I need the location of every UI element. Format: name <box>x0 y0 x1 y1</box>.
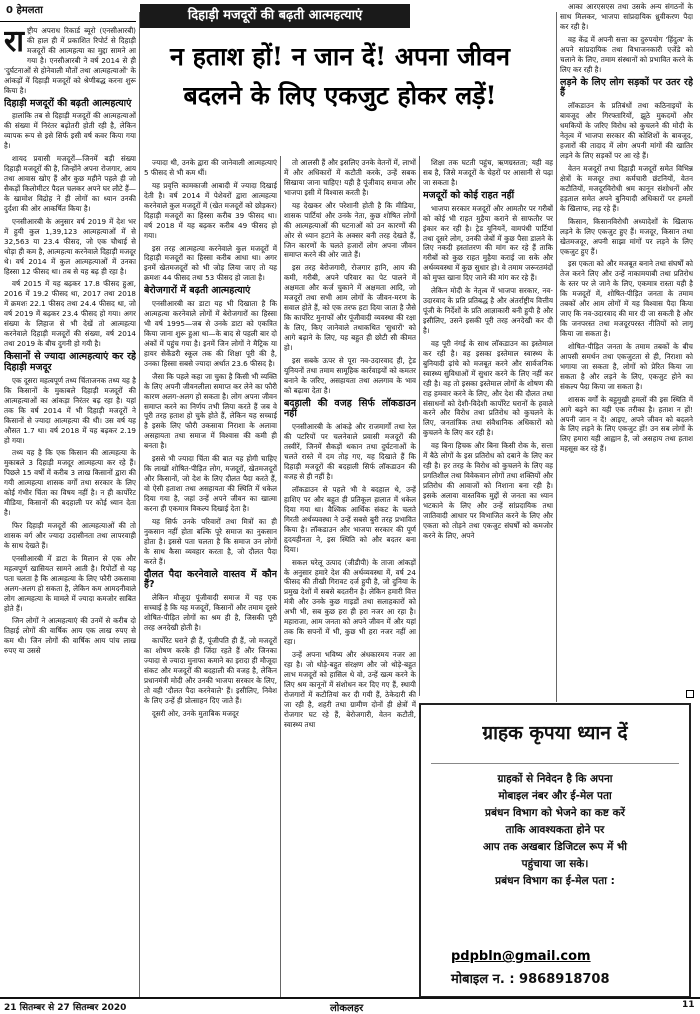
notice-line: आप तक अखबार डिजिटल रूप में भी <box>482 841 628 853</box>
paragraph: दूसरी ओर, उनके मुताबिक मजदूर <box>152 708 239 718</box>
paragraph: इस सबके ऊपर से पूरा नव-उदारवाद ही, ट्रेड यूनियनों तथा तमाम सामूहिक कार्रवाइयों को कमतर बनाने के जरिए, असहायता तथा अलगाव के भाव को बढ़ावा देता है। <box>284 355 416 395</box>
subheading: दिहाड़ी मजदूरों की बढ़ती आत्महत्याएं <box>4 97 132 109</box>
paragraph: सकल घरेलू उत्पाद (जीडीपी) के ताजा आंकड़ों के अनुसार हमारे देश की अर्थव्यवस्था में, वर्ष 24 फीसद की तीखी गिरावट दर्ज हुयी है, जो दुनिया के प्रमुख देशों में सबसे बदतरीन है। लेकिन हमारी वित्त मंत्री और उनके कुछ गाइडों तथा सलाहकारों को अभी भी, सब कुछ हरा ही हरा नजर आ रहा है। महाराजा, आम जनता को अपने जीवन में और यहां तक कि सपनों में भी, कुछ भी हरा नजर नहीं आ रहा। <box>284 557 416 647</box>
footer-rule <box>0 997 700 999</box>
paragraph: वर्ष 2015 में यह बढ़कर 17.8 फीसद हुआ, 2016 में 19.2 फीसद था, 2017 तथा 2018 में क्रमशः 22.1 फीसद तथा 24.4 फीसद था, जो वर्ष 2019 में बढ़कर 23.4 फीसद हो गया। अगर संख्या के लिहाज से भी देखें तो आत्महत्या करनेवाले दिहाड़ी मजदूरों की संख्या, वर्ष 2014 तथा 2019 के बीच दुगनी हो गयी है। <box>4 279 136 349</box>
paragraph: ज्यादा थी, उनके द्वारा की जानेवाली आत्महत्याएं 5 फीसद से भी कम थीं। <box>144 158 277 177</box>
paragraph: वह केंद्र में अपनी सत्ता का दुरुपयोग 'हिंदुत्व' के अपने सांप्रदायिक तथा विभाजनकारी एजेंडे को चलाने के लिए, तमाम संस्थानों को प्रभावित करने के लिए कर रही है। <box>560 34 693 74</box>
notice-body <box>429 771 681 890</box>
paragraph: यह देखकर और परेशानी होती है कि मीडिया, शासक पार्टियां और उनके नेता, कुछ शोषित लोगों की आत्महत्याओं की घटनाओं को उन कारणों की ओर से ध्यान हटाने के अक्सर बनी तरह देखते हैं, जिन कारणों के चलते हजारों लोग अपना जीवन समाप्त करने की ओर जाते हैं। <box>284 200 416 260</box>
notice-email-link[interactable]: pdpbln@gmail.com <box>451 949 591 964</box>
paragraph: लॉकडाउन से पहले भी वे बदहाल थे, उन्हें हाशिए पर और बहुत ही प्रतिकूल हालात में धकेल दिया गया था। वैश्विक आर्थिक संकट के चलते गिरती अर्थव्यवस्था ने उन्हें सबसे बुरी तरह प्रभावित किया है। लॉकडाउन और भाजपा सरकार की पूर्ण हृदयहीनता ने, इस स्थिति को और बदतर बना दिया। <box>284 485 416 554</box>
article-column-2 <box>144 158 277 996</box>
footer-publication: लोकलहर <box>330 1003 364 1014</box>
paragraph: इस तरह आत्महत्या करनेवाले कुल मजदूरों में दिहाड़ी मजदूरों का हिस्सा करीब आधा था। अगर इनमें खेतमजदूरों को भी जोड़ लिया जाए तो यह क्रमशः 44 फीसद तथा 53 फीसद हो जाता है। <box>144 243 277 283</box>
paragraph: फिर दिहाड़ी मजदूरों की आत्महत्याओं की तो शासक वर्ग और ज्यादा उदासीनता तथा लापरवाही के साथ देखते हैं। <box>4 521 136 550</box>
paragraph: वह बिना हिचक और बिना किसी रोक के, सत्ता में बैठे लोगों के इस प्रतिरोध को दबाने के लिए कर रही है। हर तरह के विरोध को कुचलने के लिए वह प्रगतिशील तथा विवेकवान लोगों तथा शक्तियों और प्रतिरोध की आवाजों को निशाना बना रही है। इसके अलावा वास्तविक मुद्दों से जनता का ध्यान भटकाने के लिए और उन्हें सांप्रदायिक तथा जातिवादी आधार पर विभाजित करने के लिए और एकता को तोड़ने तथा एकजुट संघर्षों को कमजोर करने के लिए, अपने <box>423 441 553 540</box>
paragraph: लेकिन मोदी के नेतृत्व में भाजपा सरकार, नव-उदारवाद के प्रति प्रतिबद्ध है और अंतर्राष्ट्रीय वित्तीय पूंजी के निर्देशों के प्रति आज्ञाकारी बनी हुयी है और इसीलिए, उसने इसकी पूरी तरह अनदेखी कर दी है। <box>423 286 553 335</box>
subheading: किसानों से ज्यादा आत्महत्याएं कर रहे दिहाड़ी मजदूर <box>4 351 136 373</box>
paragraph: एनसीआरबी में डाटा के मिलान से एक और महत्वपूर्ण खासियत सामने आती है। रिपोर्टों से यह पता चलता है कि आत्महत्या के लिए फौरी उकसावा अलग-अलग हो सकता है, लेकिन कम आमदनीवाले लोग आत्महत्या के मामले में ज्यादा कमजोर साबित होते हैं। <box>4 553 136 613</box>
paragraph: आका आरएसएस तथा उसके अन्य संगठनों के साथ मिलकर, भाजपा सांप्रदायिक ध्रुवीकरण पैदा कर रही है। <box>560 2 693 31</box>
subheading: लड़ने के लिए लोग सड़कों पर उतर रहे हैं <box>560 76 693 99</box>
paragraph: जिन लोगों ने आत्महत्याएं की उनमें से करीब दो तिहाई लोगों की वार्षिक आय एक लाख रुपए से कम थी। जिन लोगों की वार्षिक आय पांच लाख रुपए या उससे <box>4 616 136 656</box>
main-title: न हताश हों! न जान दें! अपना जीवन बदलने के लिए एकजुट होकर लड़ें! <box>170 42 510 110</box>
paragraph: एनसीआरबी के आंकड़े और राजमार्गों तथा रेल की पटरियों पर चलनेवाले प्रवासी मजदूरों की तस्वीरें, जिनमें सैकड़ों थकान तथा दुर्घटनाओं के चलते रास्ते में दम तोड़ गए, यह दिखाते हैं कि दिहाड़ी मजदूरों की बदहाली सिर्फ लॉकडाउन की वजह से ही नहीं है। <box>284 422 416 482</box>
paragraph: एनसीआरबी का डाटा यह भी दिखाता है कि आत्महत्या करनेवाले लोगों में बेरोजगारों का हिस्सा भी वर्ष 1995—जब से उनके डाटा को एकत्रित किया जाना शुरू हुआ था—के बाद से पहली बार दो अंकों में पहुंच गया है। इनमें जिन लोगों ने मैट्रिक या हायर सेकेंडरी स्कूल तक की शिक्षा पूरी की है, उनका हिस्सा सबसे ज्यादा अर्थात 23.6 फीसद है। <box>144 299 277 368</box>
column-rule <box>556 12 557 702</box>
column-rule <box>280 156 281 997</box>
article-column-1 <box>4 26 136 996</box>
paragraph: वेतन मजदूरों तथा दिहाड़ी मजदूरों समेत विभिन्न क्षेत्रों के मजदूर तथा कर्मचारी छंटनियों, वेतन कटौतियों, मजदूरविरोधी श्रम कानून संशोधनों और हड़ताल समेत अपने बुनियादी अधिकारों पर हमलों के खिलाफ, लड़ रहे हैं। <box>560 164 693 213</box>
article-column-5 <box>560 2 693 686</box>
paragraph: जैसा कि पहले कहा जा चुका है किसी भी व्यक्ति के लिए अपनी जीवनलीला समाप्त कर लेने का फौरी कारण अलग-अलग हो सकता है। लोग अपना जीवन समाप्त करने का निर्णय तभी लिया करते हैं जब वे पूरी तरह हताश हो चुके होते हैं, लेकिन यह सच्चाई है इसके लिए फौरी उकसावा निराशा के अलावा असहायता तथा समाज में विश्वास की कमी ही बनता है। <box>144 371 277 451</box>
column-rule <box>139 12 140 997</box>
paragraph: भाजपा सरकार मजदूरों और आमतौर पर गरीबों को कोई भी राहत मुहैया कराने से साफतौर पर इंकार कर रही है। ट्रेड यूनियनें, वामपंथी पार्टियां तथा दूसरे लोग, उनकी जेबों में कुछ पैसा डालने के लिए नकदी हस्तांतरण की मांग कर रहे हैं ताकि गरीबों को कुछ राहत मुहैया कराई जा सके और अर्थव्यवस्था में कुछ सुधार हो। वे तमाम जरूरतमंदों को मुफ्त खाना दिए जाने की मांग कर रहे हैं। <box>423 203 553 283</box>
paragraph: शासक वर्गों के बहुमुखी हमलों की इस स्थिति में आगे बढ़ने का यही एक तरीका है। हताश न हों! अपनी जान न दें! आइए, अपने जीवन को बदलने के लिए लड़ने के लिए एकजुट हों! उन सब लोगों के लिए हमारा यही आह्वान है, जो असहाय तथा हताश महसूस कर रहे हैं। <box>560 394 693 454</box>
notice-line: पहुंचाया जा सके। <box>521 858 589 870</box>
paragraph: वह पूरी नंगई के साथ लॉकडाउन का इस्तेमाल कर रही है। वह इसका इस्तेमाल स्वास्थ्य के बुनियादी ढ़ांचे को मजबूत करने और सार्वजनिक स्वास्थ्य सुविधाओं में सुधार करने के लिए नहीं कर रही है। वह तो इसका इस्तेमाल लोगों के शोषण की राह हमवार करने के लिए, और देश की दौलत तथा संसाधनों को देशी-विदेशी कार्पोरेट घरानों के हवाले करने और विरोध तथा प्रतिरोध को कुचलने के लिए, जनतांत्रिक तथा संवैधानिक अधिकारों को कुचलने के लिए कर रही है। <box>423 338 553 438</box>
drop-cap: रा <box>4 26 25 59</box>
paragraph: शिक्षा तक घटती पहुंच, ऋणग्रस्तता; यही वह सब है, जिसे मजदूरों के चेहरों पर आसानी से पढ़ा जा सकता है। <box>423 158 553 187</box>
paragraph: तो आलसी हैं और इसलिए उनके वेतनों में, लाभों में और अधिकारों में कटौती करके, उन्हें सबक सिखाया जाना चाहिए! यही है पूंजीवाद समाज और भाजपा इसी में विश्वास करती है। <box>284 158 416 197</box>
paragraph: तथ्य यह है कि एक किसान की आत्महत्या के मुकाबले 3 दिहाड़ी मजदूर आत्महत्या कर रहे हैं। पिछले 15 वर्षों में करीब 3 लाख किसानों द्वारा की गयी आत्महत्या शासक वर्गों तथा सरकार के लिए कोई गंभीर चिंता का विषय नहीं है। न ही कार्पोरेट मीडिया, किसानों की बदहाली पर कोई ध्यान देता है। <box>4 448 136 518</box>
subheading: दौलत पैदा करनेवाले वास्तव में कौन हैं? <box>144 568 277 591</box>
notice-line: प्रबंधन विभाग को भेजने का कष्ट करें <box>485 807 625 819</box>
headline-bar: दिहाड़ी मजदूरों की बढ़ती आत्महत्याएं <box>140 4 410 28</box>
notice-line: ग्राहकों से निवेदन है कि अपना <box>497 773 613 785</box>
paragraph: किसान, किसानविरोधी अध्यादेशों के खिलाफ लड़ने के लिए एकजुट हुए हैं। मजदूर, किसान तथा खेतमजदूर, अपनी साझा मांगों पर लड़ने के लिए एकजुट हुए हैं। <box>560 216 693 256</box>
paragraph: हालांकि तब से दिहाड़ी मजदूरों की आत्महत्याओं की संख्या में निरंतर बढ़ोतरी होती रही है, लेकिन व्यापक रूप से इसे सिर्फ इसी वर्ष कवर किया गया है। <box>4 111 136 151</box>
notice-line: मोबाइल नंबर और ई-मेल पता <box>498 790 612 802</box>
article-column-3 <box>284 158 416 996</box>
paragraph: उन्हें अपना भविष्य और अंधकारमय नजर आ रहा है। जो थोड़े-बहुत संरक्षण और जो थोड़े-बहुत लाभ मजदूरों को हासिल थे वो, उन्हें खत्म करने के लिए श्रम कानूनों में संशोधन कर दिए गए हैं, स्थायी रोजगारों में कटौतियां कर दी गयी हैं, ठेकेदारी की जा रही है, शहरी तथा ग्रामीण दोनों ही क्षेत्रों में रोजगार घट रहे हैं, बेरोजगारी, वेतन कटौती, स्वास्थ्य तथा <box>284 650 416 729</box>
paragraph: यह प्रवृत्ति कामकाजी आबादी में ज्यादा दिखाई देती है। वर्ष 2014 में पेशेवरों द्वारा आत्महत्या करनेवाले कुल मजदूरों में (खेत मजदूरों को छोड़कर) दिहाड़ी मजदूरों का हिस्सा करीब 39 फीसद था। वर्ष 2018 में यह बढ़कर करीब 49 फीसद हो गया। <box>144 180 277 240</box>
column-rule <box>419 156 420 696</box>
subheading: मजदूरों को कोई राहत नहीं <box>423 189 515 201</box>
notice-mobile-number: मोबाइल न. : 9868918708 <box>451 972 610 987</box>
paragraph: शोषित-पीड़ित जनता के तमाम तबकों के बीच आपसी समर्थन तथा एकजुटता से ही, निराशा को भगाया जा सकता है, लोगों को प्रेरित किया जा सकता है और लड़ने के लिए, एकजुट होने का संकल्प पैदा किया जा सकता है। <box>560 341 693 391</box>
paragraph: एक दूसरा महत्वपूर्ण तथ्य चिंताजनक तथ्य यह है कि किसानों के मुकाबले दिहाड़ी मजदूरों की आत्महत्याओं का आंकड़ा निरंतर बढ़ रहा है। यहां तक कि वर्ष 2014 में भी दिहाड़ी मजदूरों ने किसानों से ज्यादा आत्महत्या की थी। उस वर्ष यह औसत 1.7 था। वर्ष 2018 में यह बढ़कर 2.19 हो गया। <box>4 375 136 445</box>
end-of-article-mark <box>686 690 694 698</box>
subheading: बदहाली की वजह सिर्फ लॉकडाउन नहीं <box>284 397 416 420</box>
article-column-4 <box>423 158 553 696</box>
paragraph: शायद प्रवासी मजदूरों—जिनमें बड़ी संख्या दिहाड़ी मजदूरों की है, जिन्होंने अपना रोजगार, आय तथा आवास खोए हैं और कुछ महीने पहले ही जो सैकड़ों किलोमीटर पैदल चलकर अपने घर लौटे हैं—के खामोश विद्रोह ने ही लोगों का ध्यान उनकी दुर्दशा की ओर आकर्षित किया है। <box>4 154 136 213</box>
paragraph: यह सिर्फ उनके परिवारों तथा मित्रों का ही नुकसान नहीं होता बल्कि पूरे समाज का नुकसान होता है। इससे पता चलता है कि समाज उन लोगों के साथ कैसा व्यवहार करता है, जो दौलत पैदा करते हैं। <box>144 516 277 566</box>
paragraph: इस एकता को और मजबूत बनाने तथा संघर्षों को तेज करने लिए और उन्हें नाकामयाबी तथा प्रतिरोध के स्तर पर ले जाने के लिए, एकमात्र रास्ता यही है कि मजदूरों में, शोषित-पीड़ित जनता के तमाम तबकों और आम लोगों में यह विश्वास पैदा किया जाए कि नव-उदारवाद की मार दी जा सकती है और कि जनपरस्त तथा मजदूरपरस्त नीतियों को लागू किया जा सकता है। <box>560 259 693 339</box>
notice-line: प्रबंधन विभाग का ई-मेल पता : <box>495 875 615 887</box>
subheading: बेरोजगारों में बढ़ती आत्महत्याएं <box>144 285 251 297</box>
paragraph: इससे भी ज्यादा चिंता की बात यह होगी चाहिए कि लाखों शोषित-पीड़ित लोग, मजदूरों, खेतमजदूरों और किसानों, जो देश के लिए दौलत पैदा करते हैं, वो ऐसी हताशा तथा असहायता की स्थिति में धकेल दिया गया है, जहां उन्हें अपने जीवन का खात्मा करना ही एकमात्र विकल्प दिखाई देता है। <box>144 454 277 513</box>
paragraph: ष्ट्रीय अपराध रिकार्ड ब्यूरो (एनसीआरबी) की हाल ही में प्रकाशित रिपोर्ट से दिहाड़ी मजदूरों की आत्महत्या का मुद्दा सामने आ गया है। एनसीआरबी ने वर्ष 2014 से ही 'दुर्घटनाओं से होनेवाली मौतों तथा आत्महत्याओं' के आंकड़ों में दिहाड़ी मजदूरों को श्रेणीबद्ध करना शुरू किया है। <box>4 26 136 95</box>
paragraph: एनसीआरबी के अनुसार वर्ष 2019 में देश भर में हुयी कुल 1,39,123 आत्महत्याओं में से 32,563 या 23.4 फीसद, जो एक चौथाई से थोड़ा ही कम है, आत्महत्या करनेवाले दिहाड़ी मजदूर थे। वर्ष 2014 में कुल आत्महत्याओं में उनका हिस्सा 12 फीसद था। तब से यह बढ़ ही रहा है। <box>4 216 136 276</box>
notice-divider <box>431 763 679 764</box>
paragraph: इस तरह बेरोजगारी, रोजगार हानि, आय की कमी, गरीबी, अपने परिवार का पेट पालने में अक्षमता और कर्ज चुकाने में अक्षमता आदि, जो मजदूरों तथा सभी आम लोगों के जीवन-मरण के सवाल होते हैं, को एक तरफ हटा दिया जाता है जैसे कि कार्पोरेट मुनाफों और पूंजीवादी व्यवस्था की रक्षा के लिए, किए जानेवाले तथाकथित 'सुधारों' को आगे बढ़ाने के लिए, यह बहुत ही छोटी सी कीमत हो। <box>284 263 416 352</box>
paragraph: लेकिन मौजूदा पूंजीवादी समाज में यह एक सच्चाई है कि यह मजदूरों, किसानों और तमाम दूसरे शोषित-पीड़ित लोगों का श्रम ही है, जिसकी पूरी तरह अनदेखी होती है। <box>144 593 277 633</box>
footer-date: 21 सितम्बर से 27 सितम्बर 2020 <box>4 1003 127 1013</box>
notice-title: ग्राहक कृपया ध्यान दें <box>482 722 628 744</box>
paragraph: लॉकडाउन के प्रतिबंधों तथा कठिनाइयों के बावजूद और गिरफ्तारियों, झूठे मुकदमों और धमकियों के जरिए विरोध को कुचलने की मोदी के नेतृत्व में भाजपा सरकार की कोशिशों के बावजूद, हजारों की तादाद में लोग अपनी मांगों की खातिर लड़ने के लिए सड़कों पर आ रहे हैं। <box>560 101 693 161</box>
paragraph: कार्पोरेट घराने ही हैं, पूंजीपति ही हैं, जो मजदूरों का शोषण करके ही जिंदा रहते हैं और जिनका ज्यादा से ज्यादा मुनाफा कमाने का इरादा ही मौजूदा संकट और मजदूरों की बदहाली की वजह है, लेकिन प्रधानमंत्री मोदी और उनकी भाजपा सरकार के लिए, तो वही 'दौलत पैदा करनेवाले' हैं। इसीलिए, निवेश के लिए उन्हें ही प्रोत्साहन दिए जाते हैं। <box>144 636 277 705</box>
notice-line: ताकि आवश्यकता होने पर <box>505 824 605 836</box>
section-label: 0 हेमलता <box>0 0 136 22</box>
footer-page-number: 11 <box>682 1000 695 1010</box>
subscriber-notice-box <box>419 703 691 998</box>
